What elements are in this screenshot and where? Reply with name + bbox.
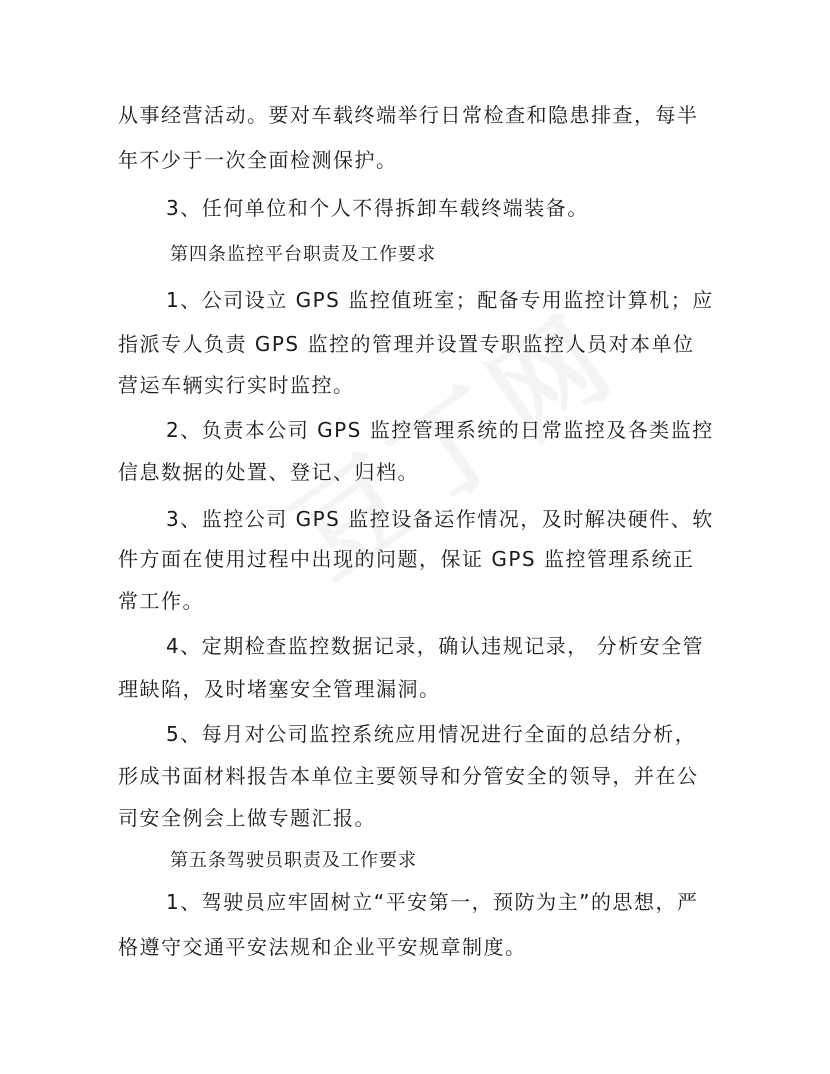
paragraph-line: 理缺陷，及时堵塞安全管理漏洞。 (118, 677, 441, 701)
paragraph-line: 格遵守交通平安法规和企业平安规章制度。 (118, 935, 527, 959)
paragraph-line: 件方面在使用过程中出现的问题，保证 GPS 监控管理系统正 (118, 547, 695, 571)
paragraph-line: 信息数据的处置、登记、归档。 (118, 460, 419, 484)
paragraph-line: 年不少于一次全面检测保护。 (118, 148, 398, 172)
paragraph-line: 司安全例会上做专题汇报。 (118, 806, 376, 830)
paragraph-line: 2、负责本公司 GPS 监控管理系统的日常监控及各类监控 (166, 418, 714, 442)
paragraph-line: 从事经营活动。要对车载终端举行日常检查和隐患排查，每半 (118, 103, 699, 127)
section-heading: 第五条驾驶员职责及工作要求 (170, 850, 417, 871)
paragraph-line: 营运车辆实行实时监控。 (118, 373, 355, 397)
paragraph-line: 3、监控公司 GPS 监控设备运作情况，及时解决硬件、软 (166, 507, 714, 531)
paragraph-line: 常工作。 (118, 589, 204, 613)
paragraph-line: 4、定期检查监控数据记录，确认违规记录， 分析安全管 (166, 634, 705, 658)
paragraph-line: 指派专人负责 GPS 监控的管理并设置专职监控人员对本单位 (118, 332, 695, 356)
paragraph-line: 形成书面材料报告本单位主要领导和分管安全的领导，并在公 (118, 764, 699, 788)
paragraph-line: 5、每月对公司监控系统应用情况进行全面的总结分析， (166, 722, 697, 746)
section-heading: 第四条监控平台职责及工作要求 (170, 244, 436, 265)
paragraph-line: 1、公司设立 GPS 监控值班室；配备专用监控计算机；应 (166, 288, 714, 312)
paragraph-line: 1、驾驶员应牢固树立“平安第一，预防为主”的思想，严 (166, 890, 699, 914)
paragraph-line: 3、任何单位和个人不得拆卸车载终端装备。 (166, 196, 589, 220)
